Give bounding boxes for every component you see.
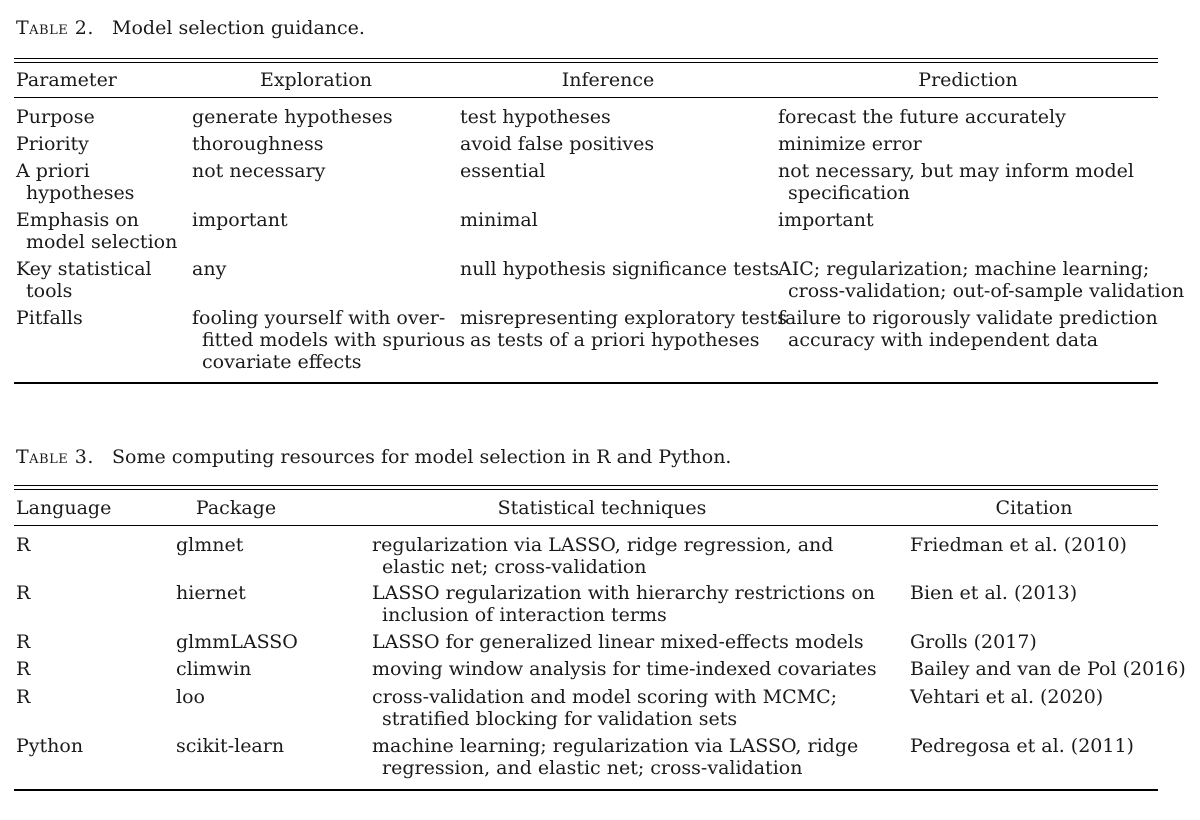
table3-cell-language: R bbox=[16, 534, 31, 556]
table2-cell-exploration bbox=[192, 258, 226, 280]
table2-header-parameter: Parameter bbox=[16, 69, 117, 91]
table2-cell-prediction bbox=[778, 307, 1158, 351]
table3-cell-language: Python bbox=[16, 735, 84, 757]
cell-line: as tests of a priori hypotheses bbox=[470, 329, 760, 351]
table3-cell-techniques bbox=[372, 686, 837, 730]
cell-line: not necessary, but may inform model bbox=[778, 160, 1134, 182]
cell-line: Purpose bbox=[16, 106, 95, 128]
cell-line: LASSO for generalized linear mixed-effects models bbox=[372, 631, 864, 653]
table3-header-language: Language bbox=[16, 497, 112, 519]
cell-line: model selection bbox=[26, 231, 178, 253]
cell-line: important bbox=[192, 209, 288, 231]
table3-cell-citation: Friedman et al. (2010) bbox=[910, 534, 1127, 556]
table3-cell-package: loo bbox=[176, 686, 205, 708]
cell-line: tools bbox=[26, 280, 73, 302]
cell-line: Key statistical bbox=[16, 258, 152, 280]
table2-cell-param bbox=[16, 258, 152, 302]
cell-line: stratified blocking for validation sets bbox=[382, 708, 738, 730]
table3-bottom-rule bbox=[14, 789, 1158, 791]
table2-cell-param bbox=[16, 307, 83, 329]
table3-cell-techniques bbox=[372, 582, 875, 626]
table3-cell-language: R bbox=[16, 658, 31, 680]
table2-header-rule bbox=[14, 97, 1158, 98]
table3-caption bbox=[16, 446, 731, 468]
table3-cell-techniques bbox=[372, 658, 877, 680]
table3-caption-text: Some computing resources for model selection in R and Python. bbox=[112, 446, 732, 468]
cell-line: Emphasis on bbox=[16, 209, 139, 231]
table3-header-rule bbox=[14, 525, 1158, 526]
table2-cell-prediction bbox=[778, 133, 922, 155]
cell-line: failure to rigorously validate prediction bbox=[778, 307, 1158, 329]
table2-cell-inference bbox=[460, 106, 611, 128]
cell-line: inclusion of interaction terms bbox=[382, 604, 667, 626]
table2-cell-inference bbox=[460, 258, 779, 280]
table2-top-rule-1 bbox=[14, 58, 1158, 59]
cell-line: Pitfalls bbox=[16, 307, 83, 329]
table3-cell-citation: Bien et al. (2013) bbox=[910, 582, 1078, 604]
cell-line: cross-validation and model scoring with MCMC; bbox=[372, 686, 838, 708]
table3-cell-language: R bbox=[16, 686, 31, 708]
cell-line: LASSO regularization with hierarchy restrictions on bbox=[372, 582, 876, 604]
cell-line: any bbox=[192, 258, 227, 280]
cell-line: important bbox=[778, 209, 874, 231]
table3-cell-package: glmmLASSO bbox=[176, 631, 298, 653]
table3-cell-techniques bbox=[372, 735, 858, 779]
table2-header-exploration: Exploration bbox=[259, 69, 373, 91]
table2-cell-inference bbox=[460, 133, 654, 155]
table3-header-package: Package bbox=[195, 497, 277, 519]
table2-cell-inference bbox=[460, 307, 787, 351]
table2-cell-inference bbox=[460, 209, 538, 231]
table2-caption-text: Model selection guidance. bbox=[112, 17, 365, 39]
table2-cell-prediction bbox=[778, 209, 874, 231]
table2-cell-param bbox=[16, 133, 89, 155]
table2-top-rule-2 bbox=[14, 62, 1158, 63]
table2-cell-inference bbox=[460, 160, 545, 182]
table2-cell-exploration bbox=[192, 160, 325, 182]
table2-label: Table 2. bbox=[16, 17, 94, 39]
table3-cell-techniques bbox=[372, 534, 833, 578]
table3-cell-citation: Bailey and van de Pol (2016) bbox=[910, 658, 1186, 680]
table3-header-citation: Citation bbox=[995, 497, 1073, 519]
cell-line: fooling yourself with over- bbox=[192, 307, 446, 329]
cell-line: regression, and elastic net; cross-validation bbox=[382, 757, 803, 779]
cell-line: covariate effects bbox=[202, 351, 362, 373]
cell-line: accuracy with independent data bbox=[788, 329, 1099, 351]
table3-cell-citation: Pedregosa et al. (2011) bbox=[910, 735, 1134, 757]
table3-cell-package: scikit-learn bbox=[176, 735, 285, 757]
cell-line: specification bbox=[788, 182, 910, 204]
cell-line: thoroughness bbox=[192, 133, 324, 155]
table3-cell-package: climwin bbox=[176, 658, 252, 680]
cell-line: regularization via LASSO, ridge regression, and bbox=[372, 534, 834, 556]
table3-cell-techniques bbox=[372, 631, 864, 653]
table2-cell-prediction bbox=[778, 258, 1184, 302]
cell-line: hypotheses bbox=[26, 182, 135, 204]
cell-line: avoid false positives bbox=[460, 133, 655, 155]
cell-line: machine learning; regularization via LASSO, ridge bbox=[372, 735, 859, 757]
cell-line: elastic net; cross-validation bbox=[382, 556, 647, 578]
table3-cell-citation: Grolls (2017) bbox=[910, 631, 1037, 653]
table3-label: Table 3. bbox=[16, 446, 94, 468]
table2-cell-exploration bbox=[192, 209, 288, 231]
table3-cell-package: hiernet bbox=[176, 582, 246, 604]
cell-line: forecast the future accurately bbox=[778, 106, 1066, 128]
table3-header-techniques: Statistical techniques bbox=[497, 497, 707, 519]
table2-cell-param bbox=[16, 160, 134, 204]
table2-header-inference: Inference bbox=[561, 69, 655, 91]
cell-line: test hypotheses bbox=[460, 106, 611, 128]
table2-header-prediction: Prediction bbox=[918, 69, 1018, 91]
table2-cell-prediction bbox=[778, 160, 1134, 204]
cell-line: minimize error bbox=[778, 133, 922, 155]
cell-line: A priori bbox=[16, 160, 90, 182]
cell-line: not necessary bbox=[192, 160, 326, 182]
cell-line: moving window analysis for time-indexed covariates bbox=[372, 658, 877, 680]
table2-bottom-rule bbox=[14, 382, 1158, 384]
table2-cell-exploration bbox=[192, 106, 393, 128]
table3-cell-language: R bbox=[16, 631, 31, 653]
cell-line: AIC; regularization; machine learning; bbox=[778, 258, 1150, 280]
cell-line: cross-validation; out-of-sample validation bbox=[788, 280, 1185, 302]
cell-line: generate hypotheses bbox=[192, 106, 393, 128]
table3-top-rule-1 bbox=[14, 485, 1158, 486]
cell-line: minimal bbox=[460, 209, 538, 231]
table2-cell-prediction bbox=[778, 106, 1066, 128]
table2-cell-exploration bbox=[192, 133, 323, 155]
cell-line: null hypothesis significance tests bbox=[460, 258, 780, 280]
table2-cell-exploration bbox=[192, 307, 465, 373]
table2-cell-param bbox=[16, 106, 95, 128]
cell-line: misrepresenting exploratory tests bbox=[460, 307, 788, 329]
cell-line: essential bbox=[460, 160, 546, 182]
table3-cell-package: glmnet bbox=[176, 534, 244, 556]
table3-cell-language: R bbox=[16, 582, 31, 604]
table3-top-rule-2 bbox=[14, 489, 1158, 490]
cell-line: Priority bbox=[16, 133, 89, 155]
table2-cell-param bbox=[16, 209, 177, 253]
cell-line: fitted models with spurious bbox=[202, 329, 466, 351]
table2-caption bbox=[16, 17, 365, 39]
table3-cell-citation: Vehtari et al. (2020) bbox=[910, 686, 1104, 708]
